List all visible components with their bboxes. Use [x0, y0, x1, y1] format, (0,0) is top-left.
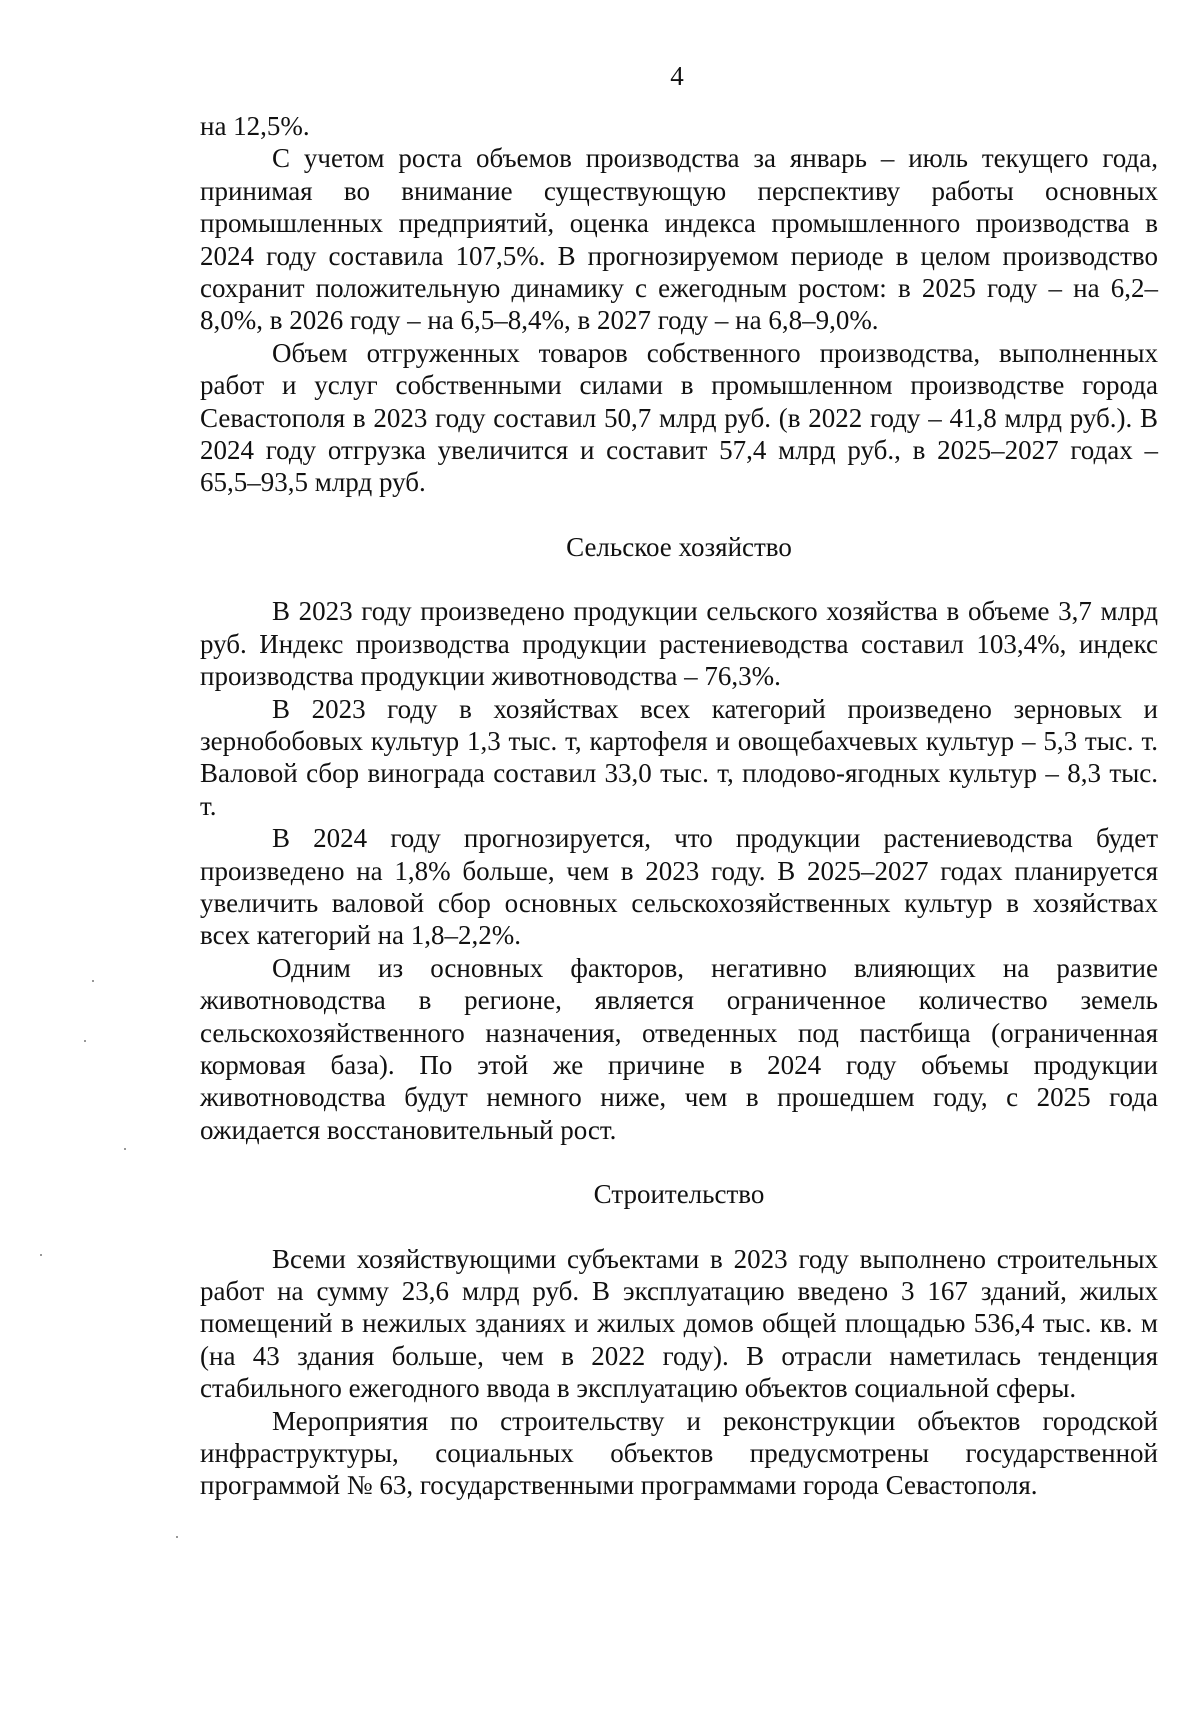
- paragraph-construction-programs: Мероприятия по строительству и реконструкции объектов городской инфраструктуры, социальных объектов предусмотрены государственной программой № 63, государственными программами города Севастополя.: [200, 1405, 1158, 1501]
- paragraph-agriculture-output: В 2023 году произведено продукции сельского хозяйства в объеме 3,7 млрд руб. Индекс производства продукции растениеводства составил 103,4%, индекс производства продукции животноводства – 76,3%.: [200, 596, 1158, 692]
- scan-speck: [124, 1148, 126, 1150]
- section-heading-agriculture: Сельское хозяйство: [566, 531, 792, 562]
- document-body: [200, 110, 1158, 1502]
- paragraph-agriculture-livestock: Одним из основных факторов, негативно влияющих на развитие животноводства в регионе, является ограниченное количество земель сельскохозяйственного назначения, отведенных под пастбища (ограниченная кормовая база). По этой же причине в 2024 году объемы продукции животноводства будут немного ниже, чем в прошедшем году, с 2025 года ожидается восстановительный рост.: [200, 952, 1158, 1145]
- scan-speck: [92, 980, 94, 982]
- paragraph-construction-volume: Всеми хозяйствующими субъектами в 2023 году выполнено строительных работ на сумму 23,6 млрд руб. В эксплуатацию введено 3 167 зданий, жилых помещений в нежилых зданиях и жилых домов общей площадью 536,4 тыс. кв. м (на 43 здания больше, чем в 2022 году). В отрасли наметилась тенденция стабильного ежегодного ввода в эксплуатацию объектов социальной сферы.: [200, 1243, 1158, 1404]
- paragraph-agriculture-forecast: В 2024 году прогнозируется, что продукции растениеводства будет произведено на 1,8% больше, чем в 2023 году. В 2025–2027 годах планируется увеличить валовой сбор основных сельскохозяйственных культур в хозяйствах всех категорий на 1,8–2,2%.: [200, 823, 1158, 951]
- page-number: 4: [670, 61, 684, 91]
- scan-speck: [176, 1536, 178, 1538]
- scan-speck: [84, 1040, 86, 1042]
- section-heading-construction: Строительство: [593, 1179, 765, 1210]
- paragraph-industrial-index: С учетом роста объемов производства за январь – июль текущего года, принимая во внимание существующую перспективу работы основных промышленных предприятий, оценка индекса промышленного производства в 2024 году составила 107,5%. В прогнозируемом периоде в целом производство сохранит положительную динамику с ежегодным ростом: в 2025 году – на 6,2–8,0%, в 2026 году – на 6,5–8,4%, в 2027 году – на 6,8–9,0%.: [200, 143, 1158, 336]
- scan-speck: [40, 1254, 42, 1256]
- paragraph-agriculture-harvest: В 2023 году в хозяйствах всех категорий произведено зерновых и зернобобовых культур 1,3 тыс. т, картофеля и овощебахчевых культур – 5,3 тыс. т. Валовой сбор винограда составил 33,0 тыс. т, плодово-ягодных культур – 8,3 тыс. т.: [200, 693, 1158, 821]
- paragraph-shipped-goods: Объем отгруженных товаров собственного производства, выполненных работ и услуг собственными силами в промышленном производстве города Севастополя в 2023 году составил 50,7 млрд руб. (в 2022 году – 41,8 млрд руб.). В 2024 году отгрузка увеличится и составит 57,4 млрд руб., в 2025–2027 годах – 65,5–93,5 млрд руб.: [200, 337, 1158, 498]
- continuation-line: на 12,5%.: [200, 111, 310, 141]
